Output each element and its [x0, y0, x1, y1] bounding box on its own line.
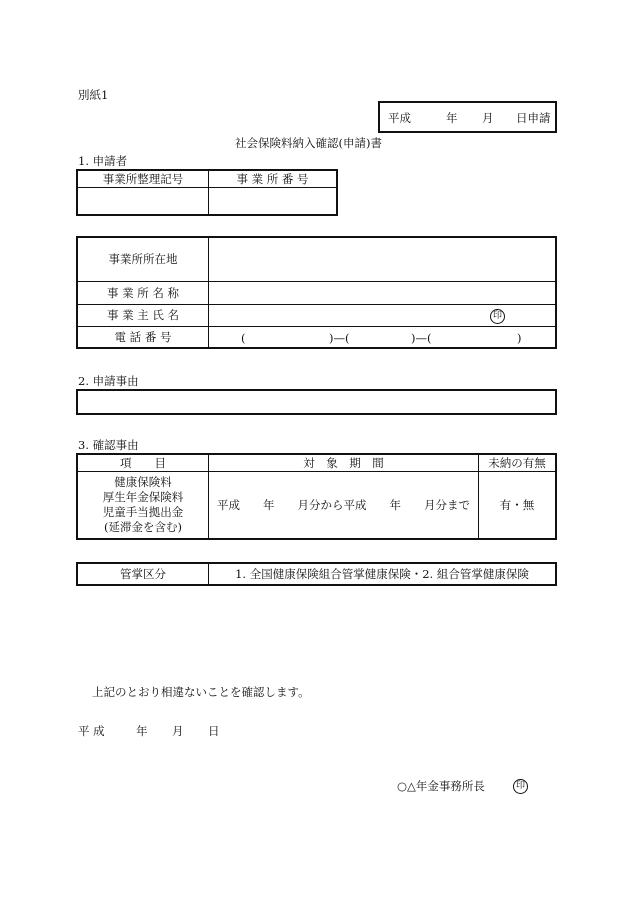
- unpaid-column-header: 未納の有無: [479, 454, 557, 472]
- application-month-unit: 月: [482, 111, 494, 125]
- office-name-field[interactable]: [209, 281, 557, 304]
- footer-date-era: 平 成: [78, 724, 105, 738]
- address-field[interactable]: [209, 237, 557, 281]
- footer-date-day: 日: [208, 724, 220, 738]
- unpaid-field[interactable]: 有・無: [479, 472, 557, 540]
- section3-heading: 3. 確認事由: [78, 438, 139, 452]
- office-code-field[interactable]: [77, 188, 209, 216]
- owner-name-label: 事 業 主 氏 名: [77, 304, 209, 326]
- jurisdiction-value[interactable]: 1. 全国健康保険組合管掌健康保険・2. 組合管掌健康保険: [209, 563, 557, 585]
- period-column-header: 対 象 期 間: [209, 454, 479, 472]
- confirmation-table: [76, 453, 557, 540]
- office-number-label: 事 業 所 番 号: [209, 170, 338, 188]
- document-title: 社会保険料納入確認(申請)書: [235, 136, 382, 150]
- period-field[interactable]: 平成 年 月分から平成 年 月分まで: [209, 472, 479, 540]
- section2-heading: 2. 申請事由: [78, 374, 139, 388]
- item-child-allowance: 児童手当拠出金: [102, 505, 184, 519]
- footer-date-year: 年: [136, 724, 148, 738]
- confirmation-text: 上記のとおり相違ないことを確認します。: [92, 685, 310, 699]
- application-date-box: [378, 101, 557, 133]
- reason-field[interactable]: [76, 389, 557, 415]
- phone-label: 電 話 番 号: [77, 326, 209, 348]
- jurisdiction-label: 管掌区分: [77, 563, 209, 585]
- item-pension-insurance: 厚生年金保険料: [102, 490, 184, 504]
- director-seal-icon: 印: [513, 779, 528, 794]
- office-director-name: ○△年金事務所長: [397, 779, 485, 793]
- phone-open-paren: (: [241, 330, 246, 345]
- phone-separator-1: )—(: [329, 330, 350, 345]
- phone-separator-2: )—(: [411, 330, 432, 345]
- application-year-unit: 年: [446, 111, 458, 125]
- owner-name-field[interactable]: [209, 304, 557, 326]
- item-health-insurance: 健康保険料: [114, 475, 172, 489]
- section1-heading: 1. 申請者: [78, 154, 128, 168]
- office-number-field[interactable]: [209, 188, 338, 216]
- office-name-label: 事 業 所 名 称: [77, 281, 209, 304]
- item-list: [77, 472, 209, 540]
- address-label: 事業所所在地: [77, 237, 209, 281]
- applicant-id-table: [76, 169, 338, 216]
- application-day-unit: 日申請: [516, 111, 551, 125]
- application-era: 平成: [388, 111, 411, 125]
- office-director-seal: [513, 777, 528, 794]
- jurisdiction-table: [76, 562, 557, 586]
- owner-seal-icon: 印: [490, 309, 505, 324]
- attachment-label: 別紙1: [78, 88, 109, 102]
- footer-date-month: 月: [172, 724, 184, 738]
- phone-close-paren: ): [517, 330, 522, 345]
- phone-field[interactable]: [209, 326, 557, 348]
- office-code-label: 事業所整理記号: [77, 170, 209, 188]
- applicant-detail-table: [76, 236, 557, 349]
- item-column-header: 項 目: [77, 454, 209, 472]
- item-late-fee-note: (延滞金を含む): [104, 520, 182, 534]
